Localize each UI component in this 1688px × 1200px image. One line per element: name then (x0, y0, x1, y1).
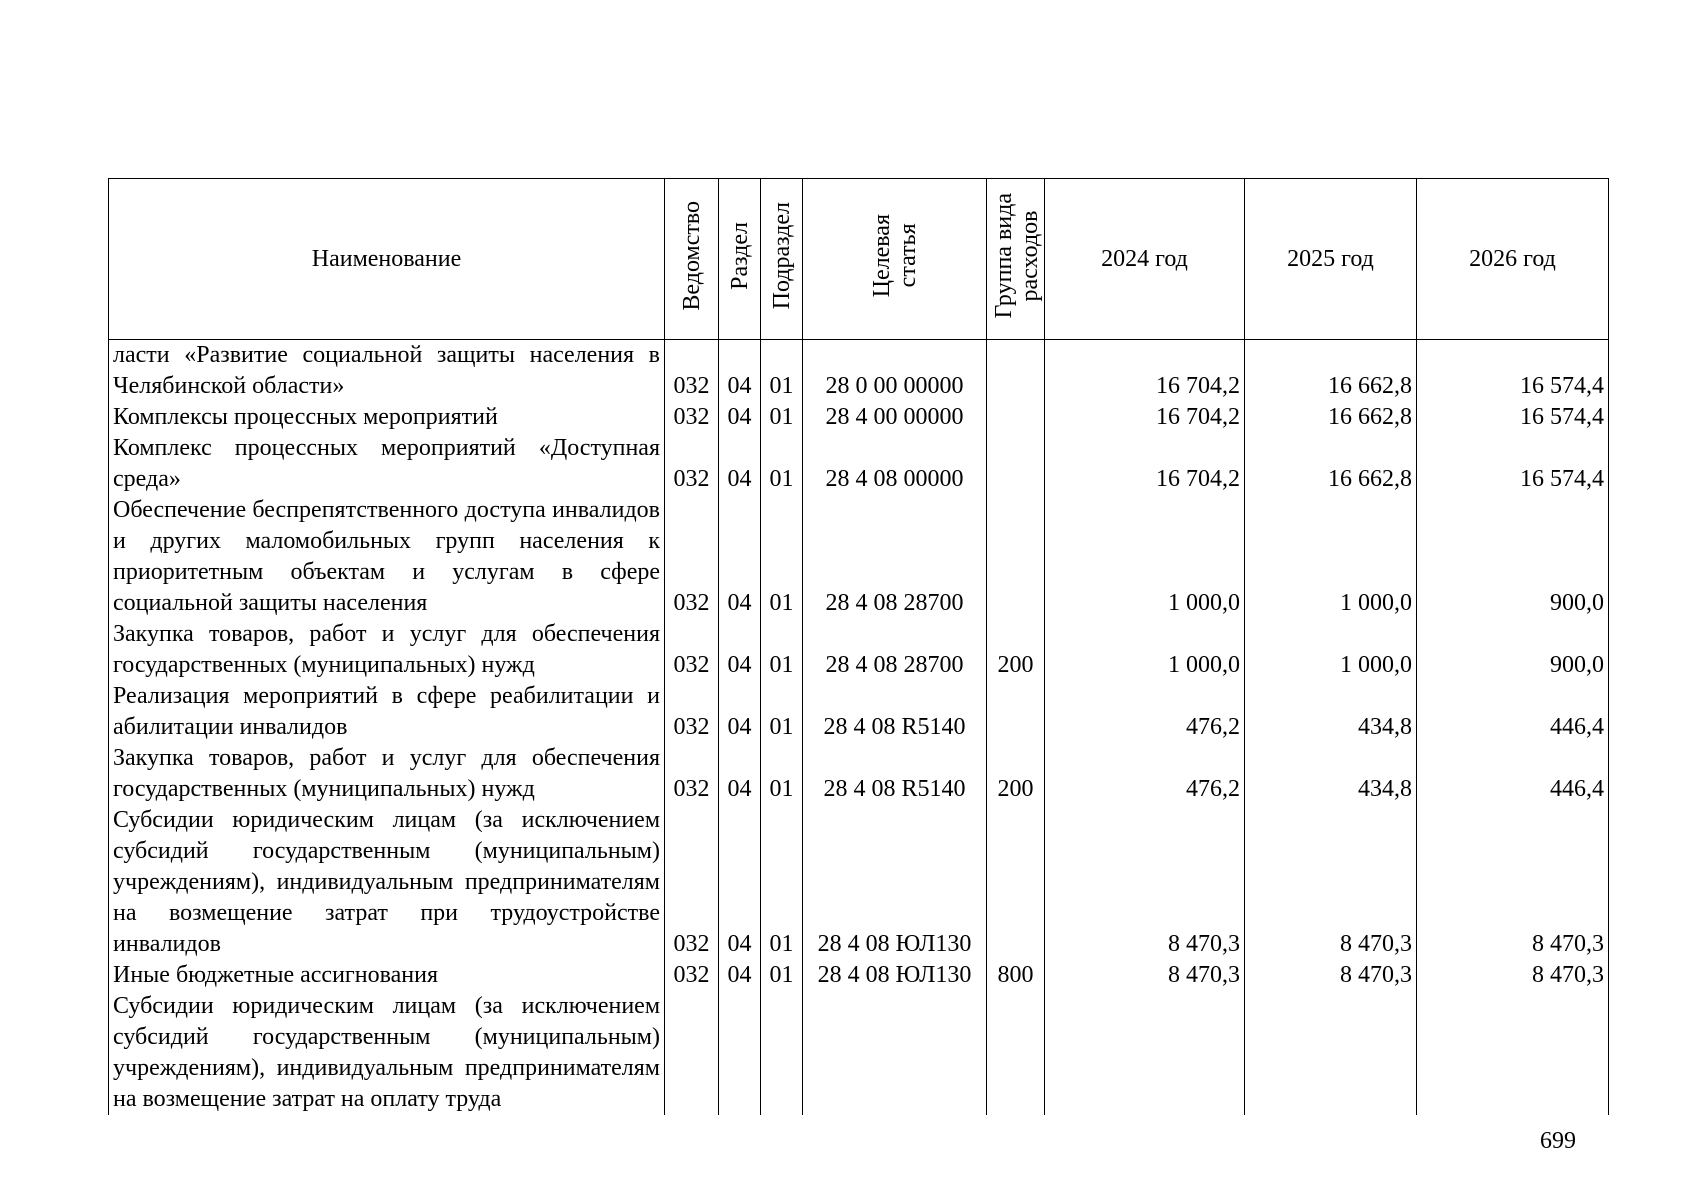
row-podrazdel: 01 (761, 805, 803, 960)
row-vedomstvo (665, 991, 719, 1115)
row-name: Закупка товаров, работ и услуг для обеспечения государственных (муниципальных) нужд (109, 743, 665, 805)
row-2025: 16 662,8 (1245, 433, 1417, 495)
row-2025: 1 000,0 (1245, 495, 1417, 619)
row-target: 28 4 08 R5140 (803, 681, 987, 743)
row-group: 200 (987, 619, 1045, 681)
page-number: 699 (1540, 1128, 1576, 1154)
table-row (109, 991, 1609, 1115)
header-2024: 2024 год (1045, 179, 1245, 340)
row-podrazdel: 01 (761, 681, 803, 743)
row-vedomstvo: 032 (665, 960, 719, 991)
row-name: Иные бюджетные ассигнования (109, 960, 665, 991)
row-vedomstvo: 032 (665, 402, 719, 433)
table-row (109, 805, 1609, 960)
row-razdel: 04 (719, 805, 761, 960)
row-2024 (1045, 991, 1245, 1115)
header-name: Наименование (109, 179, 665, 340)
row-2025: 16 662,8 (1245, 402, 1417, 433)
row-vedomstvo: 032 (665, 743, 719, 805)
header-podrazdel: Подраздел (761, 179, 803, 340)
row-name: Реализация мероприятий в сфере реабилитации и абилитации инвалидов (109, 681, 665, 743)
row-target: 28 4 08 28700 (803, 495, 987, 619)
row-name: Комплекс процессных мероприятий «Доступная среда» (109, 433, 665, 495)
row-group (987, 805, 1045, 960)
budget-table (108, 178, 1609, 1115)
row-target: 28 0 00 00000 (803, 340, 987, 403)
table-row (109, 681, 1609, 743)
header-2025: 2025 год (1245, 179, 1417, 340)
row-group (987, 495, 1045, 619)
row-2026: 900,0 (1417, 619, 1609, 681)
row-group: 800 (987, 960, 1045, 991)
table-row (109, 402, 1609, 433)
row-name: Комплексы процессных мероприятий (109, 402, 665, 433)
row-target: 28 4 08 00000 (803, 433, 987, 495)
row-2024: 8 470,3 (1045, 960, 1245, 991)
row-podrazdel: 01 (761, 743, 803, 805)
row-2025: 1 000,0 (1245, 619, 1417, 681)
row-2024: 8 470,3 (1045, 805, 1245, 960)
table-row (109, 433, 1609, 495)
row-razdel (719, 991, 761, 1115)
row-2026: 8 470,3 (1417, 805, 1609, 960)
header-target-article: Целевая статья (803, 179, 987, 340)
row-podrazdel: 01 (761, 619, 803, 681)
row-2026: 446,4 (1417, 681, 1609, 743)
row-target (803, 991, 987, 1115)
row-2025: 16 662,8 (1245, 340, 1417, 403)
row-razdel: 04 (719, 402, 761, 433)
row-podrazdel: 01 (761, 495, 803, 619)
row-2026: 16 574,4 (1417, 433, 1609, 495)
row-2024: 16 704,2 (1045, 340, 1245, 403)
table-row (109, 619, 1609, 681)
row-group (987, 433, 1045, 495)
table-row (109, 960, 1609, 991)
header-vedomstvo: Ведомство (665, 179, 719, 340)
table-row (109, 340, 1609, 403)
row-group (987, 991, 1045, 1115)
row-2026: 446,4 (1417, 743, 1609, 805)
row-2024: 476,2 (1045, 681, 1245, 743)
row-podrazdel: 01 (761, 960, 803, 991)
row-2025: 434,8 (1245, 681, 1417, 743)
row-2026: 16 574,4 (1417, 340, 1609, 403)
row-group (987, 402, 1045, 433)
row-podrazdel: 01 (761, 433, 803, 495)
row-name: ласти «Развитие социальной защиты населения в Челябинской области» (109, 340, 665, 403)
row-2026: 8 470,3 (1417, 960, 1609, 991)
row-name: Субсидии юридическим лицам (за исключением субсидий государственным (муниципальным) учреждениям), индивидуальным предпринимателям на возмещение затрат при трудоустройстве инвалидов (109, 805, 665, 960)
table-row (109, 495, 1609, 619)
row-2026: 900,0 (1417, 495, 1609, 619)
row-2025 (1245, 991, 1417, 1115)
row-target: 28 4 08 R5140 (803, 743, 987, 805)
header-2026: 2026 год (1417, 179, 1609, 340)
row-razdel: 04 (719, 495, 761, 619)
row-podrazdel: 01 (761, 340, 803, 403)
row-2026 (1417, 991, 1609, 1115)
row-razdel: 04 (719, 619, 761, 681)
row-podrazdel: 01 (761, 402, 803, 433)
row-group: 200 (987, 743, 1045, 805)
row-2026: 16 574,4 (1417, 402, 1609, 433)
row-2024: 16 704,2 (1045, 402, 1245, 433)
table-row (109, 743, 1609, 805)
row-razdel: 04 (719, 960, 761, 991)
row-name: Закупка товаров, работ и услуг для обеспечения государственных (муниципальных) нужд (109, 619, 665, 681)
row-razdel: 04 (719, 340, 761, 403)
row-target: 28 4 08 ЮЛ130 (803, 960, 987, 991)
row-group (987, 340, 1045, 403)
table-header-row (109, 179, 1609, 340)
row-2025: 8 470,3 (1245, 805, 1417, 960)
row-2024: 1 000,0 (1045, 619, 1245, 681)
row-group (987, 681, 1045, 743)
row-vedomstvo: 032 (665, 433, 719, 495)
row-vedomstvo: 032 (665, 495, 719, 619)
row-2024: 476,2 (1045, 743, 1245, 805)
row-razdel: 04 (719, 681, 761, 743)
header-razdel: Раздел (719, 179, 761, 340)
row-name: Обеспечение беспрепятственного доступа инвалидов и других маломобильных групп населения к приоритетным объектам и услугам в сфере социальной защиты населения (109, 495, 665, 619)
row-vedomstvo: 032 (665, 340, 719, 403)
row-2024: 1 000,0 (1045, 495, 1245, 619)
row-target: 28 4 08 ЮЛ130 (803, 805, 987, 960)
row-target: 28 4 08 28700 (803, 619, 987, 681)
row-2025: 8 470,3 (1245, 960, 1417, 991)
row-podrazdel (761, 991, 803, 1115)
row-vedomstvo: 032 (665, 681, 719, 743)
row-razdel: 04 (719, 743, 761, 805)
row-2025: 434,8 (1245, 743, 1417, 805)
row-2024: 16 704,2 (1045, 433, 1245, 495)
row-razdel: 04 (719, 433, 761, 495)
row-vedomstvo: 032 (665, 619, 719, 681)
row-vedomstvo: 032 (665, 805, 719, 960)
header-expense-group: Группа вида расходов (987, 179, 1045, 340)
row-name: Субсидии юридическим лицам (за исключением субсидий государственным (муниципальным) учреждениям), индивидуальным предпринимателям на возмещение затрат на оплату труда (109, 991, 665, 1115)
row-target: 28 4 00 00000 (803, 402, 987, 433)
